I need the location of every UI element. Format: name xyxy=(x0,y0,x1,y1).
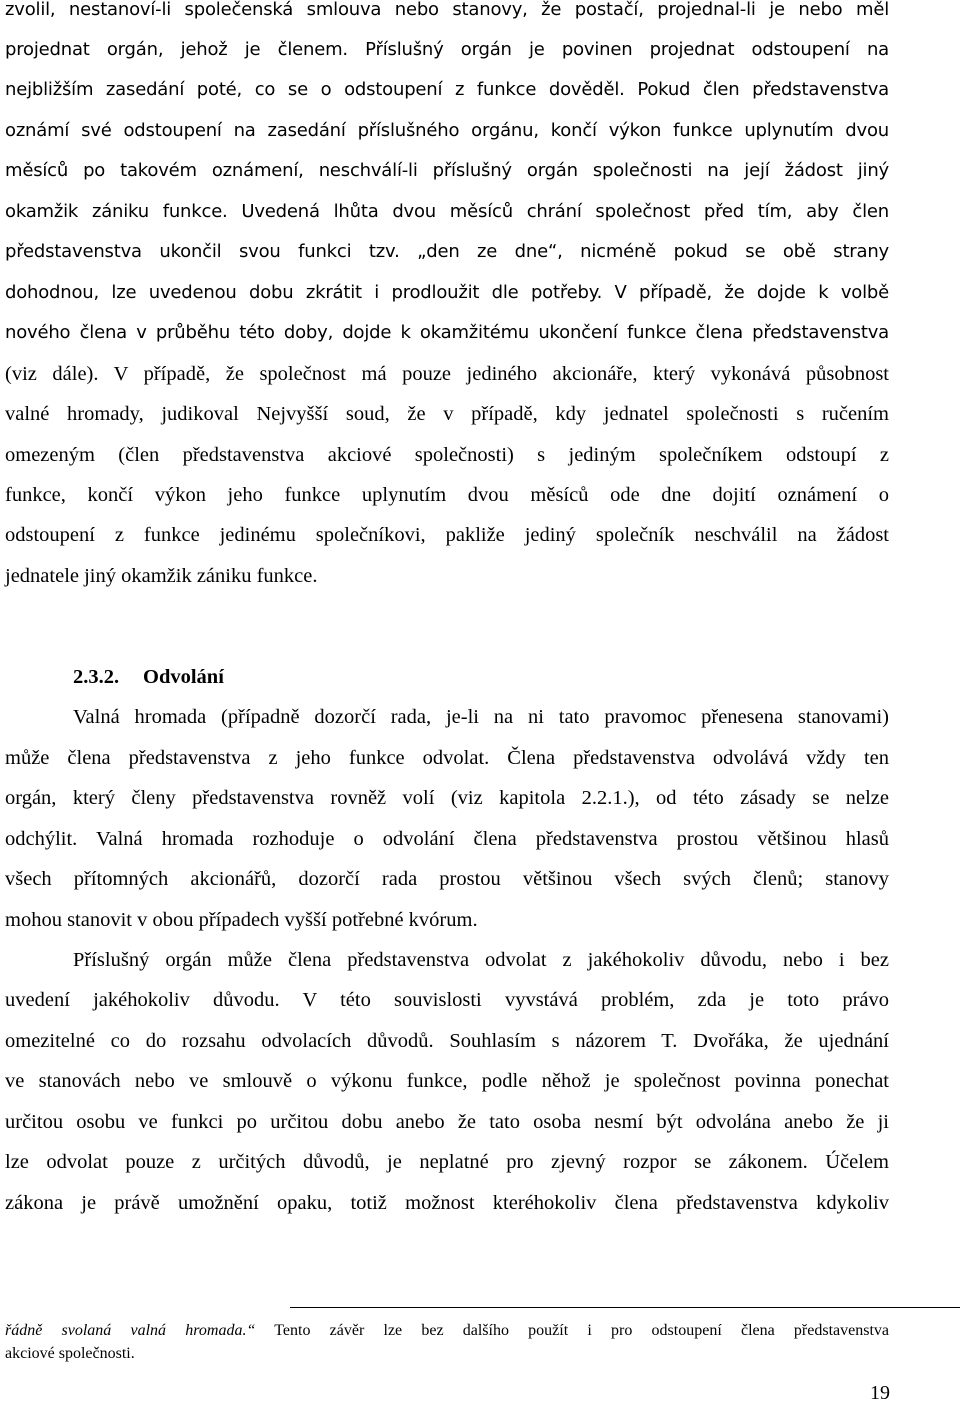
paragraph-line: může člena představenstva z jeho funkce odvolat. Člena představenstva odvolává vždy ten xyxy=(5,747,889,769)
footnote-text: Tento závěr lze bez dalšího použít i pro odstoupení člena představenstva xyxy=(255,1322,889,1339)
paragraph-line: měsíců po takovém oznámení, neschválí-li příslušný orgán společnosti na její žádost jiný xyxy=(5,160,889,181)
paragraph-line: orgán, který členy představenstva rovněž volí (viz kapitola 2.2.1.), od této zásady se nelze xyxy=(5,787,889,809)
paragraph-line: zvolil, nestanoví-li společenská smlouva nebo stanovy, že postačí, projednal-li je nebo měl xyxy=(5,0,889,20)
page-number: 19 xyxy=(870,1382,890,1404)
section-heading xyxy=(73,664,224,690)
footnote-line xyxy=(5,1321,889,1341)
paragraph-line: představenstva ukončil svou funkci tzv. „den ze dne“, nicméně pokud se obě strany xyxy=(5,241,889,262)
paragraph-line: oznámí své odstoupení na zasedání příslušného orgánu, končí výkon funkce uplynutím dvou xyxy=(5,120,889,141)
paragraph-line: ve stanovách nebo ve smlouvě o výkonu funkce, podle něhož je společnost povinna ponechat xyxy=(5,1070,889,1092)
section-title: Odvolání xyxy=(143,666,224,688)
paragraph-line: valné hromady, judikoval Nejvyšší soud, že v případě, kdy jednatel společnosti s ručením xyxy=(5,403,889,425)
paragraph-line: mohou stanovit v obou případech vyšší potřebné kvórum. xyxy=(5,909,478,931)
paragraph-line: funkce, končí výkon jeho funkce uplynutím dvou měsíců ode dne dojití oznámení o xyxy=(5,484,889,506)
section-number: 2.3.2. xyxy=(73,666,120,688)
paragraph-line: všech přítomných akcionářů, dozorčí rada prostou většinou všech svých členů; stanovy xyxy=(5,868,889,890)
paragraph-line: odchýlit. Valná hromada rozhoduje o odvolání člena představenstva prostou většinou hlasů xyxy=(5,828,889,850)
footnote-quote: řádně svolaná valná hromada.“ xyxy=(5,1322,256,1339)
paragraph-line: okamžik zániku funkce. Uvedená lhůta dvou měsíců chrání společnost před tím, aby člen xyxy=(5,201,889,222)
paragraph-line: dohodnou, lze uvedenou dobu zkrátit i prodloužit dle potřeby. V případě, že dojde k volbě xyxy=(5,282,889,303)
paragraph-line: nejbližším zasedání poté, co se o odstoupení z funkce dověděl. Pokud člen představenstva xyxy=(5,79,889,100)
footnote-line: akciové společnosti. xyxy=(5,1345,135,1362)
paragraph-line: (viz dále). V případě, že společnost má pouze jediného akcionáře, který vykonává působnost xyxy=(5,363,889,385)
paragraph-line: odstoupení z funkce jedinému společníkovi, pakliže jediný společník neschválil na žádost xyxy=(5,524,889,546)
paragraph-line: uvedení jakéhokoliv důvodu. V této souvislosti vyvstává problém, zda je toto právo xyxy=(5,989,889,1011)
paragraph-line: nového člena v průběhu této doby, dojde k okamžitému ukončení funkce člena představenstva xyxy=(5,322,889,343)
paragraph-line: omezeným (člen představenstva akciové společnosti) s jediným společníkem odstoupí z xyxy=(5,444,889,466)
footnote-separator xyxy=(290,1307,960,1308)
paragraph-line: projednat orgán, jehož je členem. Příslušný orgán je povinen projednat odstoupení na xyxy=(5,39,889,60)
paragraph-line: omezitelné co do rozsahu odvolacích důvodů. Souhlasím s názorem T. Dvořáka, že ujednání xyxy=(5,1030,889,1052)
paragraph-line: Valná hromada (případně dozorčí rada, je-li na ni tato pravomoc přenesena stanovami) xyxy=(73,706,889,728)
paragraph-line: jednatele jiný okamžik zániku funkce. xyxy=(5,565,318,587)
paragraph-line: zákona je právě umožnění opaku, totiž možnost kteréhokoliv člena představenstva kdykoliv xyxy=(5,1192,889,1214)
paragraph-line: Příslušný orgán může člena představenstva odvolat z jakéhokoliv důvodu, nebo i bez xyxy=(73,949,889,971)
paragraph-line: určitou osobu ve funkci po určitou dobu anebo že tato osoba nesmí být odvolána anebo že ji xyxy=(5,1111,889,1133)
paragraph-line: lze odvolat pouze z určitých důvodů, je neplatné pro zjevný rozpor se zákonem. Účelem xyxy=(5,1151,889,1173)
